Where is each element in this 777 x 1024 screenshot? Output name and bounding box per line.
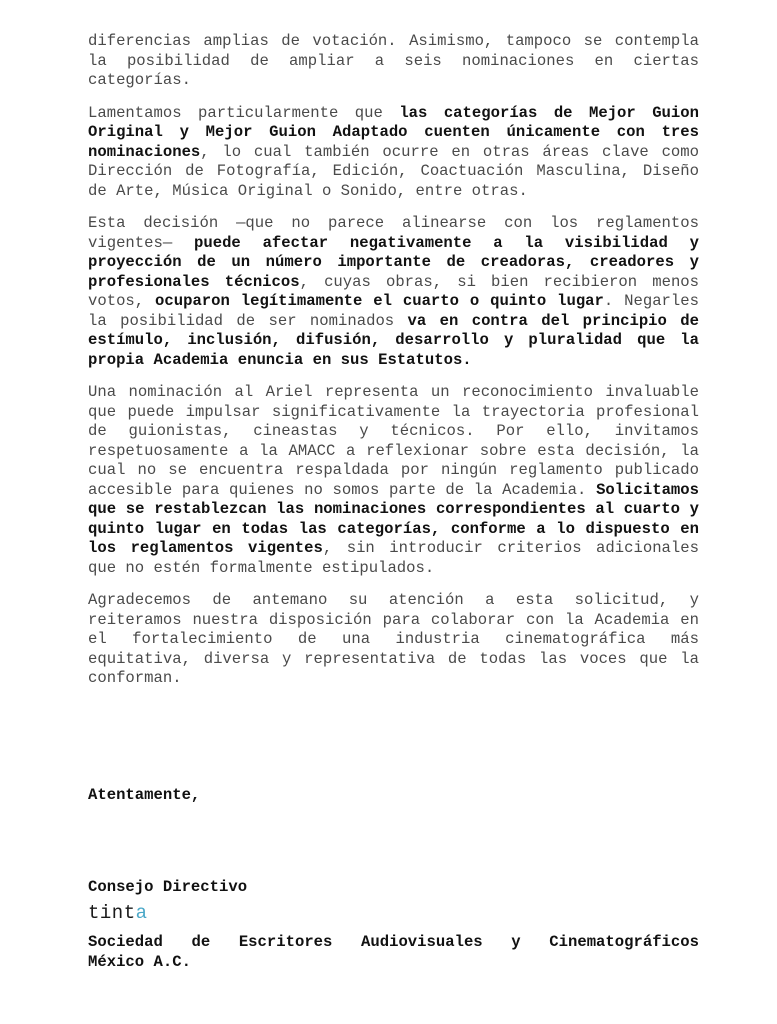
paragraph-2-text-2: , lo cual también ocurre en otras áreas clave como Dirección de Fotografía, Edición, Coactuación Masculina, Diseño de Arte, Música Original o Sonido, entre otras.: [88, 142, 699, 200]
organization-name-line-2: México A.C.: [88, 953, 191, 971]
paragraph-1: [88, 32, 699, 91]
organization-name-line-1: Sociedad de Escritores Audiovisuales y Cinematográficos: [88, 933, 699, 951]
paragraph-5: [88, 591, 699, 689]
paragraph-3-bold-2: ocuparon legítimamente el cuarto o quinto lugar: [155, 292, 604, 310]
paragraph-4: [88, 383, 699, 578]
paragraph-2: [88, 104, 699, 202]
logo-main-text: tint: [88, 902, 136, 924]
paragraph-4-bold-1: Solicitamos que se restablezcan las nominaciones correspondientes al cuarto y quinto lugar en todas las categorías, conforme a lo dispuesto en los reglamentos vigentes: [88, 480, 699, 557]
paragraph-4-text-2: , sin introducir criterios adicionales que no estén formalmente estipulados.: [88, 539, 699, 577]
organization-name: [88, 932, 699, 972]
paragraph-3-text-2: , cuyas obras, si bien recibieron menos votos,: [88, 272, 700, 310]
paragraph-2-text-1: Lamentamos particularmente que: [88, 103, 400, 122]
logo-accent-letter: a: [135, 902, 148, 924]
letter-body: [88, 32, 699, 702]
paragraph-3-bold-3: va en contra del principio de estímulo, inclusión, difusión, desarrollo y pluralidad que la propia Academia enuncia en sus Estatutos.: [88, 311, 699, 369]
paragraph-3-bold-1: puede afectar negativamente a la visibilidad y proyección de un número importante de creadoras, creadores y profesionales técnicos: [88, 233, 699, 291]
paragraph-5-text: Agradecemos de antemano su atención a esta solicitud, y reiteramos nuestra disposición para colaborar con la Academia en el fortalecimiento de una industria cinematográfica más equitativa, diversa y representativa de todas las voces que la conforman.: [88, 591, 699, 687]
paragraph-3: [88, 214, 699, 370]
paragraph-1-text: diferencias amplias de votación. Asimismo, tampoco se contempla la posibilidad de ampliar a seis nominaciones en ciertas categorías.: [88, 32, 699, 89]
paragraph-2-bold-1: las categorías de Mejor Guion Original y Mejor Guion Adaptado cuenten únicamente con tres nominaciones: [88, 103, 699, 161]
paragraph-3-text-1: Esta decisión —que no parece alinearse con los reglamentos vigentes—: [88, 214, 699, 252]
signature-council: Consejo Directivo: [88, 878, 248, 896]
paragraph-4-text-1: Una nominación al Ariel representa un reconocimiento invaluable que puede impulsar significativamente la trayectoria profesional de guionistas, cineastas y técnicos. Por ello, invitamos respetuosamente a la AMACC a reflexionar sobre esta decisión, la cual no se encuentra respaldada por ningún reglamento publicado accesible para quienes no somos parte de la Academia.: [88, 383, 699, 499]
paragraph-3-text-3: . Negarles la posibilidad de ser nominados: [88, 292, 699, 330]
closing-salutation: Atentamente,: [88, 786, 201, 804]
tinta-logo: [88, 902, 148, 924]
